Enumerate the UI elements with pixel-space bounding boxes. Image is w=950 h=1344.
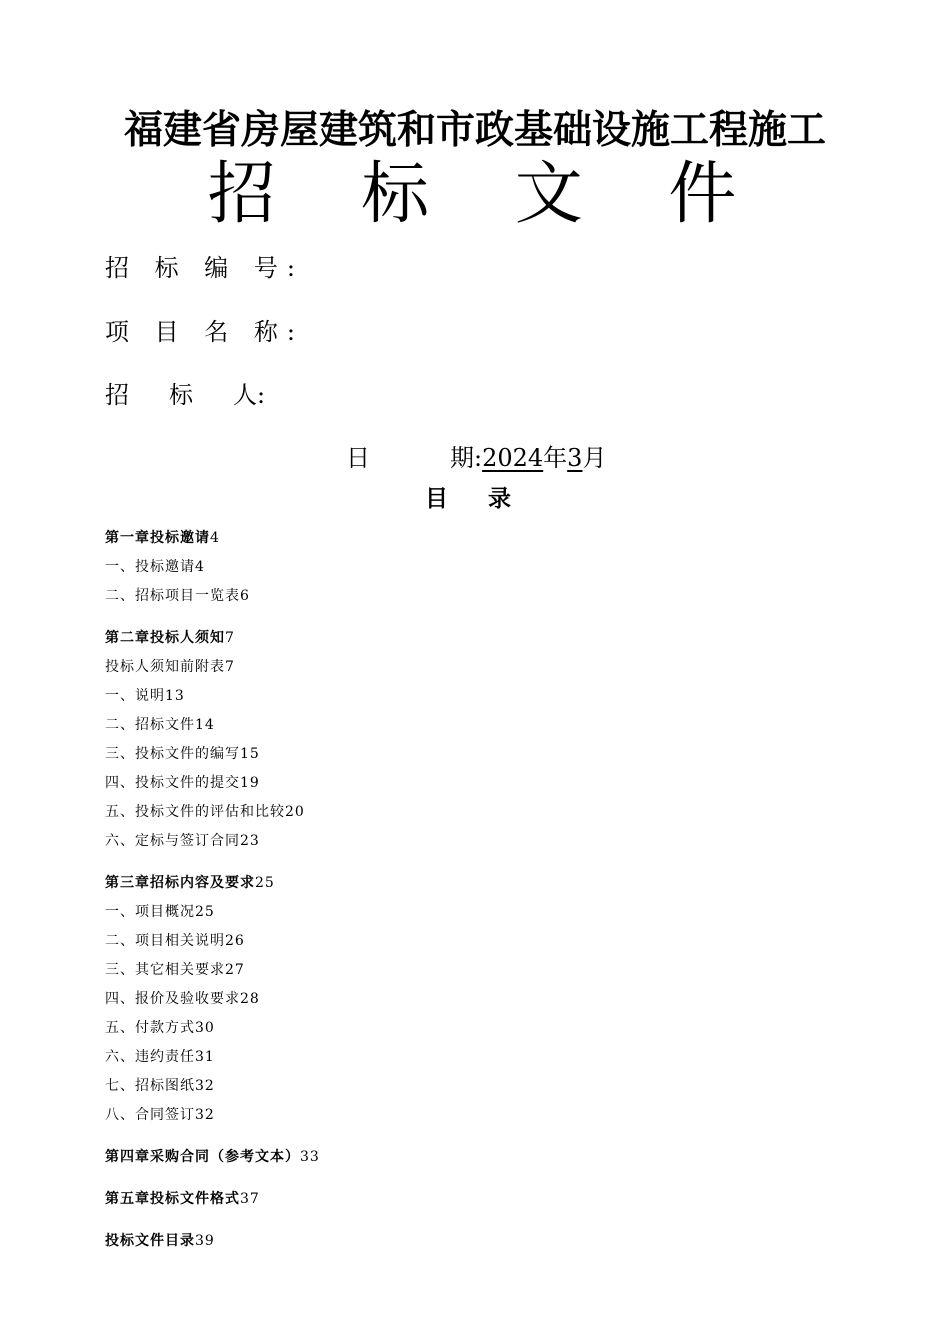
toc-section-entry[interactable] — [105, 744, 260, 764]
date-line — [346, 442, 606, 474]
toc-entry-text: 五、投标文件的评估和比较 — [105, 804, 285, 820]
toc-entry-page: 32 — [195, 1107, 215, 1123]
tenderer-label — [105, 379, 265, 411]
toc-entry-text: 投标人须知前附表 — [105, 659, 225, 675]
project-name-label: 项 目 名 称: — [105, 318, 304, 346]
tenderer-label-part: 人: — [233, 381, 266, 409]
toc-section-entry[interactable] — [105, 557, 205, 577]
toc-entry-text: 二、招标项目一览表 — [105, 588, 240, 604]
toc-chapter-entry[interactable] — [105, 873, 275, 893]
toc-entry-text: 一、投标邀请 — [105, 559, 195, 575]
tender-number-label: 招 标 编 号: — [105, 254, 304, 282]
toc-chapter-entry[interactable] — [105, 1231, 215, 1251]
date-year: 2024 — [482, 444, 544, 472]
toc-entry-page: 4 — [210, 530, 220, 546]
date-month-unit: 月 — [582, 444, 607, 472]
toc-entry-text: 一、说明 — [105, 688, 165, 704]
toc-entry-page: 25 — [255, 875, 275, 891]
toc-entry-page: 7 — [225, 630, 235, 646]
toc-section-entry[interactable] — [105, 686, 185, 706]
toc-entry-page: 30 — [195, 1020, 215, 1036]
toc-entry-page: 19 — [240, 775, 260, 791]
toc-section-entry[interactable] — [105, 773, 260, 793]
tenderer-label-part: 招 — [105, 381, 129, 409]
toc-entry-text: 投标文件目录 — [105, 1233, 195, 1249]
toc-section-entry[interactable] — [105, 989, 260, 1009]
tender-number-field — [105, 252, 304, 284]
toc-section-entry[interactable] — [105, 586, 250, 606]
toc-entry-page: 28 — [240, 991, 260, 1007]
date-label-1: 日 — [346, 444, 370, 472]
toc-title: 目录 — [425, 485, 551, 512]
toc-entry-text: 三、其它相关要求 — [105, 962, 225, 978]
toc-entry-page: 39 — [195, 1233, 215, 1249]
toc-entry-page: 33 — [300, 1149, 320, 1165]
tenderer-label-part: 标 — [169, 381, 193, 409]
toc-entry-text: 六、定标与签订合同 — [105, 833, 240, 849]
toc-section-entry[interactable] — [105, 831, 260, 851]
toc-entry-text: 第三章招标内容及要求 — [105, 875, 255, 891]
toc-entry-text: 六、违约责任 — [105, 1049, 195, 1065]
toc-entry-text: 二、招标文件 — [105, 717, 195, 733]
toc-entry-text: 八、合同签订 — [105, 1107, 195, 1123]
toc-entry-page: 13 — [165, 688, 185, 704]
document-title: 福建省房屋建筑和市政基础设施工程施工 — [123, 107, 826, 153]
toc-entry-page: 25 — [195, 904, 215, 920]
toc-section-entry[interactable] — [105, 931, 245, 951]
toc-entry-text: 第五章投标文件格式 — [105, 1191, 240, 1207]
toc-section-entry[interactable] — [105, 715, 215, 735]
toc-entry-text: 七、招标图纸 — [105, 1078, 195, 1094]
toc-entry-text: 一、项目概况 — [105, 904, 195, 920]
tenderer-field — [105, 379, 265, 411]
toc-entry-page: 20 — [285, 804, 305, 820]
toc-entry-text: 四、投标文件的提交 — [105, 775, 240, 791]
toc-entry-text: 四、报价及验收要求 — [105, 991, 240, 1007]
toc-entry-page: 6 — [240, 588, 250, 604]
toc-entry-page: 15 — [240, 746, 260, 762]
toc-entry-text: 三、投标文件的编写 — [105, 746, 240, 762]
date-label-2: 期: — [450, 444, 483, 472]
toc-section-entry[interactable] — [105, 802, 305, 822]
toc-entry-page: 32 — [195, 1078, 215, 1094]
toc-entry-page: 27 — [225, 962, 245, 978]
toc-section-entry[interactable] — [105, 1105, 215, 1125]
toc-chapter-entry[interactable] — [105, 1147, 320, 1167]
toc-section-entry[interactable] — [105, 902, 215, 922]
toc-chapter-entry[interactable] — [105, 628, 235, 648]
toc-section-entry[interactable] — [105, 1047, 215, 1067]
date-month: 3 — [567, 444, 583, 472]
toc-chapter-entry[interactable] — [105, 528, 220, 548]
toc-entry-page: 31 — [195, 1049, 215, 1065]
date-year-unit: 年 — [543, 444, 568, 472]
toc-entry-text: 二、项目相关说明 — [105, 933, 225, 949]
toc-entry-text: 第四章采购合同（参考文本） — [105, 1149, 300, 1165]
toc-section-entry[interactable] — [105, 1018, 215, 1038]
toc-entry-page: 14 — [195, 717, 215, 733]
document-subtitle: 招 标 文 件 — [207, 155, 769, 234]
toc-entry-text: 五、付款方式 — [105, 1020, 195, 1036]
toc-section-entry[interactable] — [105, 960, 245, 980]
toc-section-entry[interactable] — [105, 657, 235, 677]
toc-entry-page: 4 — [195, 559, 205, 575]
toc-entry-text: 第一章投标邀请 — [105, 530, 210, 546]
toc-entry-page: 37 — [240, 1191, 260, 1207]
toc-entry-text: 第二章投标人须知 — [105, 630, 225, 646]
project-name-field — [105, 316, 304, 348]
toc-entry-page: 26 — [225, 933, 245, 949]
toc-entry-page: 23 — [240, 833, 260, 849]
toc-chapter-entry[interactable] — [105, 1189, 260, 1209]
toc-section-entry[interactable] — [105, 1076, 215, 1096]
toc-entry-page: 7 — [225, 659, 235, 675]
